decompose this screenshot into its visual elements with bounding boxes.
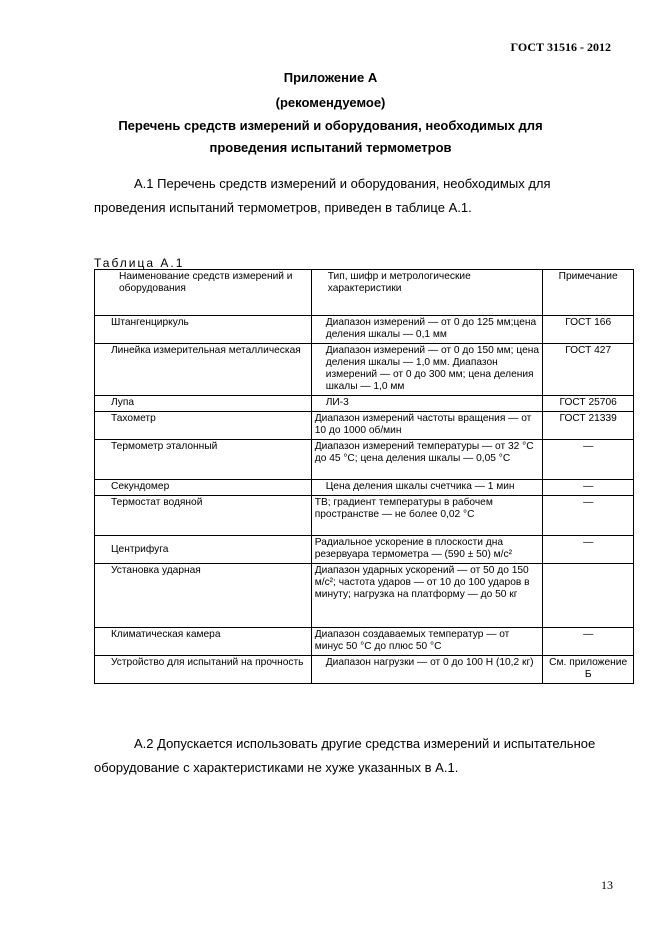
cell-name: Линейка измерительная металлическая — [95, 344, 312, 396]
cell-name: Лупа — [95, 396, 312, 412]
cell-spec: Диапазон измерений — от 0 до 150 мм; цена деления шкалы — 1,0 мм. Диапазон измерений — от 0 до 300 мм; цена деления шкалы — 1,0 мм — [311, 344, 543, 396]
paragraph-a2-line1: А.2 Допускается использовать другие средства измерений и испытательное — [134, 736, 596, 751]
cell-name: Центрифуга — [95, 536, 312, 564]
cell-spec: Диапазон измерений частоты вращения — от 10 до 1000 об/мин — [311, 412, 543, 440]
cell-spec: Цена деления шкалы счетчика — 1 мин — [311, 480, 543, 496]
cell-name: Штангенциркуль — [95, 316, 312, 344]
cell-name: Устройство для испытаний на прочность — [95, 656, 312, 684]
cell-note: — — [543, 496, 634, 536]
appendix-status: (рекомендуемое) — [275, 95, 386, 110]
cell-spec: Диапазон измерений — от 0 до 125 мм;цена деления шкалы — 0,1 мм — [311, 316, 543, 344]
cell-spec: Диапазон ударных ускорений — от 50 до 150 м/с²; частота ударов — от 10 до 100 ударов в минуту; нагрузка на платформу — до 50 кг — [311, 564, 543, 628]
cell-note: — — [543, 536, 634, 564]
table-row — [95, 480, 634, 496]
cell-note: ГОСТ 25706 — [543, 396, 634, 412]
table-row — [95, 564, 634, 628]
cell-name: Термостат водяной — [95, 496, 312, 536]
document-id: ГОСТ 31516 - 2012 — [510, 40, 611, 54]
cell-note: См. приложение Б — [543, 656, 634, 684]
appendix-title: Приложение А — [283, 70, 378, 85]
cell-note: ГОСТ 427 — [543, 344, 634, 396]
cell-spec: Радиальное ускорение в плоскости дна резервуара термометра — (590 ± 50) м/с² — [311, 536, 543, 564]
table-header-row — [95, 270, 634, 316]
header-spec: Тип, шифр и метрологические характеристики — [311, 270, 543, 316]
cell-note: — — [543, 440, 634, 480]
table-row — [95, 316, 634, 344]
cell-note — [543, 564, 634, 628]
table-row — [95, 440, 634, 480]
equipment-table — [94, 269, 634, 684]
appendix-heading-line2: проведения испытаний термометров — [209, 140, 452, 155]
cell-spec: Диапазон нагрузки — от 0 до 100 Н (10,2 кг) — [311, 656, 543, 684]
cell-note: ГОСТ 166 — [543, 316, 634, 344]
cell-name: Секундомер — [95, 480, 312, 496]
paragraph-a2-line2: оборудование с характеристиками не хуже указанных в А.1. — [94, 760, 459, 775]
cell-spec: ЛИ-3 — [311, 396, 543, 412]
paragraph-a1-line2: проведения испытаний термометров, приведен в таблице А.1. — [94, 200, 472, 215]
cell-spec: Диапазон создаваемых температур — от минус 50 °С до плюс 50 °С — [311, 628, 543, 656]
table-row — [95, 536, 634, 564]
table-caption: Таблица А.1 — [94, 256, 185, 270]
cell-spec: Диапазон измерений температуры — от 32 °С до 45 °С; цена деления шкалы — 0,05 °С — [311, 440, 543, 480]
table-row — [95, 496, 634, 536]
cell-name: Термометр эталонный — [95, 440, 312, 480]
paragraph-a1-line1: А.1 Перечень средств измерений и оборудования, необходимых для — [134, 176, 551, 191]
cell-note: — — [543, 628, 634, 656]
table-row — [95, 656, 634, 684]
cell-name: Установка ударная — [95, 564, 312, 628]
cell-name: Тахометр — [95, 412, 312, 440]
page-number: 13 — [601, 878, 613, 892]
table-row — [95, 344, 634, 396]
cell-name: Климатическая камера — [95, 628, 312, 656]
cell-note: — — [543, 480, 634, 496]
cell-spec: ТВ; градиент температуры в рабочем пространстве — не более 0,02 °С — [311, 496, 543, 536]
header-note: Примечание — [543, 270, 634, 316]
table-row — [95, 412, 634, 440]
appendix-heading-line1: Перечень средств измерений и оборудования, необходимых для — [118, 118, 543, 133]
cell-note: ГОСТ 21339 — [543, 412, 634, 440]
table-row — [95, 396, 634, 412]
table-row — [95, 628, 634, 656]
header-name: Наименование средств измерений и оборудования — [95, 270, 312, 316]
